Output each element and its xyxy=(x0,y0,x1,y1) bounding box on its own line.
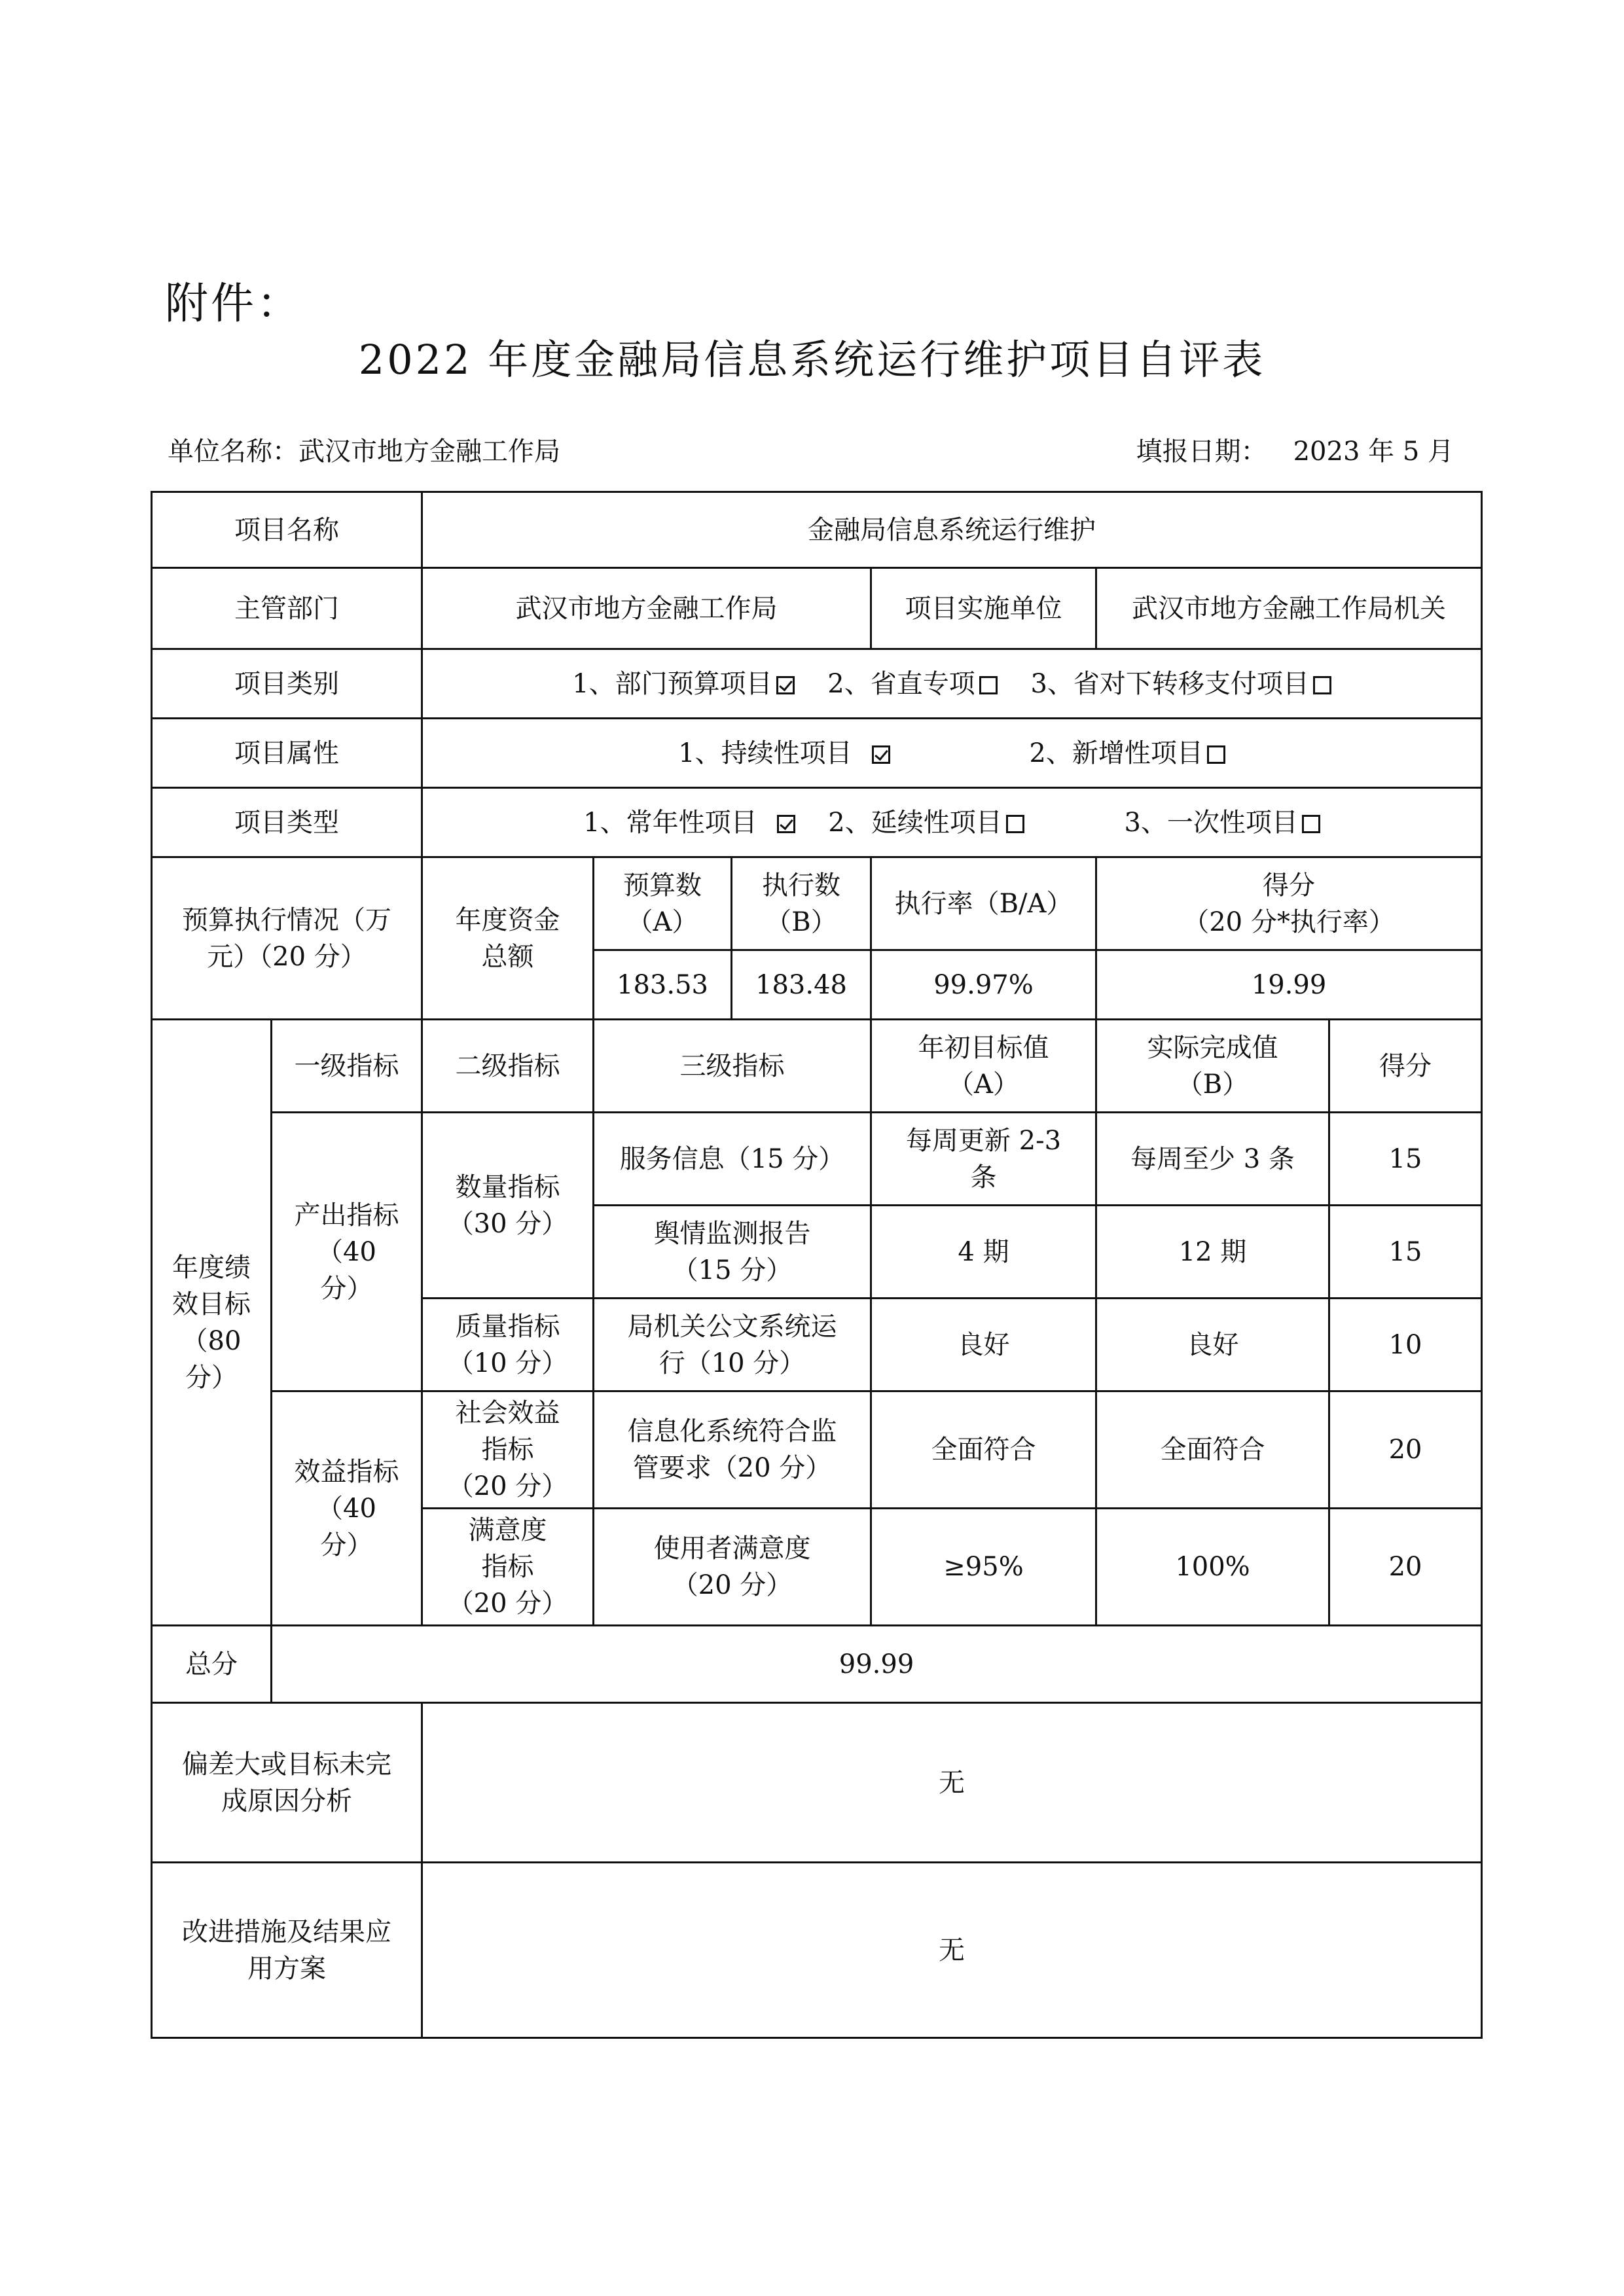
quality-indicator-label: 质量指标 （10 分） xyxy=(422,1299,594,1391)
total-value: 99.99 xyxy=(272,1626,1482,1703)
attribute-option[interactable]: 2、新增性项目 xyxy=(1029,735,1225,772)
actual-cell: 12 期 xyxy=(1096,1206,1329,1299)
impl-unit-label: 项目实施单位 xyxy=(871,568,1096,649)
actual-cell: 每周至少 3 条 xyxy=(1096,1113,1329,1206)
project-name-value: 金融局信息系统运行维护 xyxy=(422,492,1482,568)
unit-name: 武汉市地方金融工作局 xyxy=(298,437,560,467)
checkbox-empty-icon[interactable] xyxy=(1313,676,1331,694)
category-option[interactable]: 2、省直专项 xyxy=(827,666,997,702)
row-indicator-header xyxy=(152,1020,1482,1113)
attribute-label: 项目属性 xyxy=(152,719,422,788)
attribute-options xyxy=(422,719,1482,788)
level3-cell: 局机关公文系统运 行（10 分） xyxy=(594,1299,871,1391)
checkbox-checked-icon[interactable] xyxy=(777,815,795,833)
actual-cell: 良好 xyxy=(1096,1299,1329,1391)
score-cell: 15 xyxy=(1329,1113,1482,1206)
row-category xyxy=(152,649,1482,719)
dept-value: 武汉市地方金融工作局 xyxy=(422,568,871,649)
executed-amount-value: 183.48 xyxy=(732,950,871,1020)
budget-amount-value: 183.53 xyxy=(594,950,732,1020)
quantity-indicator-label: 数量指标 （30 分） xyxy=(422,1113,594,1299)
category-label: 项目类别 xyxy=(152,649,422,719)
project-name-label: 项目名称 xyxy=(152,492,422,568)
level3-cell: 服务信息（15 分） xyxy=(594,1113,871,1206)
satisfaction-indicator-label: 满意度 指标 （20 分） xyxy=(422,1509,594,1626)
unit-line xyxy=(168,431,560,468)
checkbox-checked-icon[interactable] xyxy=(872,745,890,764)
impl-unit-value: 武汉市地方金融工作局机关 xyxy=(1096,568,1482,649)
target-cell: 每周更新 2-3 条 xyxy=(871,1113,1096,1206)
deviation-value: 无 xyxy=(422,1703,1482,1863)
category-option[interactable]: 1、部门预算项目 xyxy=(572,666,794,702)
category-options xyxy=(422,649,1482,719)
target-cell: 4 期 xyxy=(871,1206,1096,1299)
budget-score-header: 得分 （20 分*执行率） xyxy=(1096,857,1482,950)
row-total xyxy=(152,1626,1482,1703)
budget-score-value: 19.99 xyxy=(1096,950,1482,1020)
target-cell: 全面符合 xyxy=(871,1391,1096,1509)
score-header: 得分 xyxy=(1329,1020,1482,1113)
type-label: 项目类型 xyxy=(152,788,422,857)
unit-label: 单位名称： xyxy=(168,437,298,467)
checkbox-checked-icon[interactable] xyxy=(776,676,795,694)
category-option[interactable]: 3、省对下转移支付项目 xyxy=(1030,666,1331,702)
total-label: 总分 xyxy=(152,1626,272,1703)
deviation-label: 偏差大或目标未完 成原因分析 xyxy=(152,1703,422,1863)
score-cell: 20 xyxy=(1329,1509,1482,1626)
attribute-option[interactable]: 1、持续性项目 xyxy=(678,735,890,772)
row-budget-header xyxy=(152,857,1482,950)
checkbox-empty-icon[interactable] xyxy=(1006,815,1024,833)
type-option[interactable]: 3、一次性项目 xyxy=(1124,804,1320,841)
level3-cell: 舆情监测报告 （15 分） xyxy=(594,1206,871,1299)
evaluation-table xyxy=(151,491,1483,2039)
checkbox-empty-icon[interactable] xyxy=(979,676,998,694)
improvement-label: 改进措施及结果应 用方案 xyxy=(152,1863,422,2038)
table-row xyxy=(152,1391,1482,1509)
checkbox-empty-icon[interactable] xyxy=(1302,815,1320,833)
level3-cell: 信息化系统符合监 管要求（20 分） xyxy=(594,1391,871,1509)
improvement-value: 无 xyxy=(422,1863,1482,2038)
row-deviation xyxy=(152,1703,1482,1863)
type-option[interactable]: 2、延续性项目 xyxy=(828,804,1024,841)
date-label: 填报日期： xyxy=(1136,437,1267,467)
benefit-indicator-label: 效益指标 （40 分） xyxy=(272,1391,422,1626)
annual-performance-label: 年度绩 效目标 （80 分） xyxy=(152,1020,272,1626)
execution-rate-value: 99.97% xyxy=(871,950,1096,1020)
score-cell: 15 xyxy=(1329,1206,1482,1299)
score-cell: 20 xyxy=(1329,1391,1482,1509)
level3-header: 三级指标 xyxy=(594,1020,871,1113)
row-improvement xyxy=(152,1863,1482,2038)
dept-label: 主管部门 xyxy=(152,568,422,649)
row-attribute xyxy=(152,719,1482,788)
type-option[interactable]: 1、常年性项目 xyxy=(583,804,795,841)
annual-fund-label: 年度资金 总额 xyxy=(422,857,594,1020)
actual-header: 实际完成值 （B） xyxy=(1096,1020,1329,1113)
execution-rate-header: 执行率（B/A） xyxy=(871,857,1096,950)
budget-label: 预算执行情况（万 元）（20 分） xyxy=(152,857,422,1020)
output-indicator-label: 产出指标 （40 分） xyxy=(272,1113,422,1391)
social-benefit-label: 社会效益 指标 （20 分） xyxy=(422,1391,594,1509)
budget-amount-header: 预算数 （A） xyxy=(594,857,732,950)
table-row xyxy=(152,1113,1482,1206)
level3-cell: 使用者满意度 （20 分） xyxy=(594,1509,871,1626)
date-line xyxy=(1136,431,1454,468)
type-options xyxy=(422,788,1482,857)
row-type xyxy=(152,788,1482,857)
page-title: 2022 年度金融局信息系统运行维护项目自评表 xyxy=(358,336,1266,384)
level1-header: 一级指标 xyxy=(272,1020,422,1113)
attachment-label: 附件： xyxy=(165,278,302,329)
target-cell: 良好 xyxy=(871,1299,1096,1391)
row-project-name xyxy=(152,492,1482,568)
date-value: 2023 年 5 月 xyxy=(1293,437,1454,467)
level2-header: 二级指标 xyxy=(422,1020,594,1113)
score-cell: 10 xyxy=(1329,1299,1482,1391)
target-cell: ≥95% xyxy=(871,1509,1096,1626)
target-header: 年初目标值 （A） xyxy=(871,1020,1096,1113)
checkbox-empty-icon[interactable] xyxy=(1207,745,1225,764)
row-department xyxy=(152,568,1482,649)
actual-cell: 全面符合 xyxy=(1096,1391,1329,1509)
executed-amount-header: 执行数 （B） xyxy=(732,857,871,950)
actual-cell: 100% xyxy=(1096,1509,1329,1626)
